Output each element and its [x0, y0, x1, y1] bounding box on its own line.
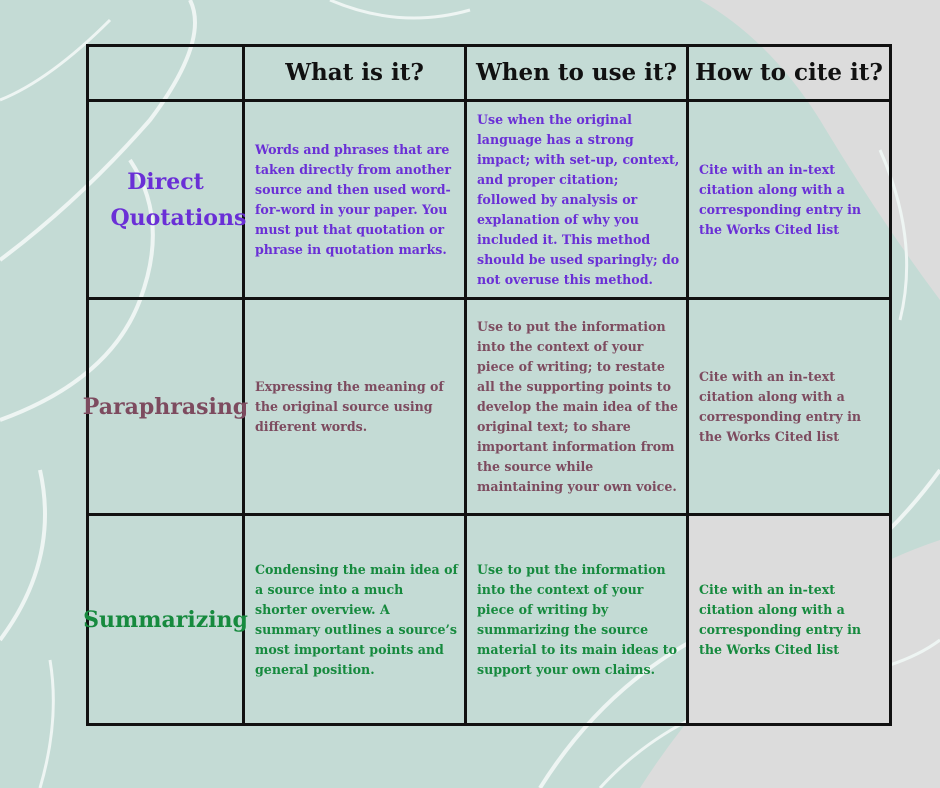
comparison-table [82, 44, 892, 726]
header-how: How to cite it? [689, 44, 892, 102]
row-label-summarizing [83, 516, 248, 726]
cell-paraphrasing-when [467, 300, 689, 516]
cell-summarizing-what [245, 516, 467, 726]
cell-paraphrasing-how [689, 300, 892, 516]
header-corner [86, 44, 245, 102]
row-label-text: Direct Quotations [110, 168, 247, 231]
cell-text: Cite with an in-text citation along with a corresponding entry in the Works Cited list [699, 368, 862, 444]
cell-text: Cite with an in-text citation along with a corresponding entry in the Works Cited list [699, 161, 862, 237]
row-label-paraphrasing [82, 300, 249, 516]
cell-text: Condensing the main idea of a source into a much shorter overview. A summary outlines a source’s most important points and general position. [255, 561, 458, 677]
row-label-text: Paraphrasing [82, 393, 249, 420]
header-what: What is it? [245, 44, 467, 102]
cell-text: Expressing the meaning of the original source using different words. [255, 378, 444, 434]
cell-text: Use when the original language has a strong impact; with set-up, context, and proper citation; followed by analysis or explanation of why you included it. This method should be used sparingly; do not overuse this method. [477, 111, 680, 287]
cell-quotations-how [689, 102, 892, 300]
cell-summarizing-when [467, 516, 689, 726]
cell-text: Words and phrases that are taken directly from another source and then used word-for-word in your paper. You must put that quotation or phrase in quotation marks. [255, 141, 451, 257]
cell-quotations-when [467, 102, 689, 300]
header-when: When to use it? [467, 44, 689, 102]
cell-text: Cite with an in-text citation along with a corresponding entry in the Works Cited list [699, 581, 862, 657]
cell-paraphrasing-what [245, 300, 467, 516]
cell-quotations-what [245, 102, 467, 300]
row-label-direct-quotations [86, 102, 245, 300]
row-label-text: Summarizing [83, 606, 248, 633]
cell-text: Use to put the information into the context of your piece of writing by summarizing the source material to its main ideas to support your own claims. [477, 561, 678, 677]
cell-text: Use to put the information into the context of your piece of writing; to restate all the supporting points to develop the main idea of the original text; to share important information from the source while maintaining your own voice. [477, 318, 679, 494]
cell-summarizing-how [689, 516, 892, 726]
